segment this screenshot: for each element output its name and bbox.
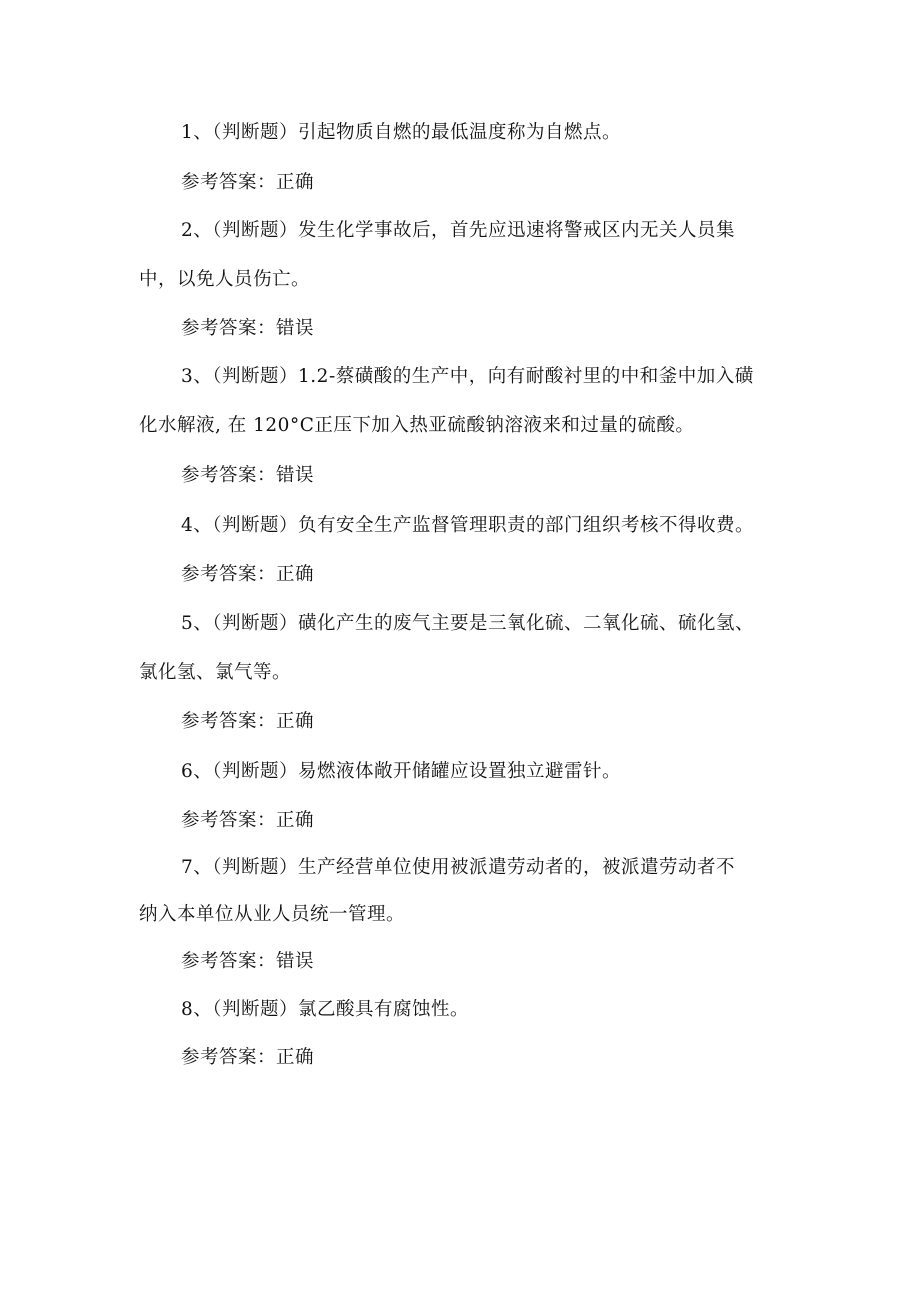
answer-5: 参考答案：正确 [181,711,315,732]
answer-6: 参考答案：正确 [181,810,315,831]
question-7-text-cont: 纳入本单位从业人员统一管理。 [139,904,406,925]
question-2-text-cont: 中，以免人员伤亡。 [139,269,311,290]
question-5-text: 5、（判断题）磺化产生的废气主要是三氧化硫、二氧化硫、硫化氢、 [181,613,755,634]
question-3-text-cont: 化水解液, 在 120°C正压下加入热亚硫酸钠溶液来和过量的硫酸。 [139,415,695,436]
answer-1: 参考答案：正确 [181,172,315,193]
question-2-text: 2、（判断题）发生化学事故后，首先应迅速将警戒区内无关人员集 [181,220,736,241]
question-7-text: 7、（判断题）生产经营单位使用被派遣劳动者的，被派遣劳动者不 [181,857,736,878]
question-1-text: 1、（判断题）引起物质自燃的最低温度称为自燃点。 [181,122,622,143]
question-3-text: 3、（判断题）1.2-蔡磺酸的生产中，向有耐酸衬里的中和釜中加入磺 [181,366,754,387]
question-5-text-cont: 氯化氢、氯气等。 [139,662,292,683]
answer-7: 参考答案：错误 [181,951,315,972]
question-4-text: 4、（判断题）负有安全生产监督管理职责的部门组织考核不得收费。 [181,515,755,536]
answer-4: 参考答案：正确 [181,564,315,585]
question-6-text: 6、（判断题）易燃液体敞开储罐应设置独立避雷针。 [181,761,622,782]
answer-3: 参考答案：错误 [181,465,315,486]
answer-8: 参考答案：正确 [181,1047,315,1068]
question-8-text: 8、（判断题）氯乙酸具有腐蚀性。 [181,999,470,1020]
answer-2: 参考答案：错误 [181,318,315,339]
